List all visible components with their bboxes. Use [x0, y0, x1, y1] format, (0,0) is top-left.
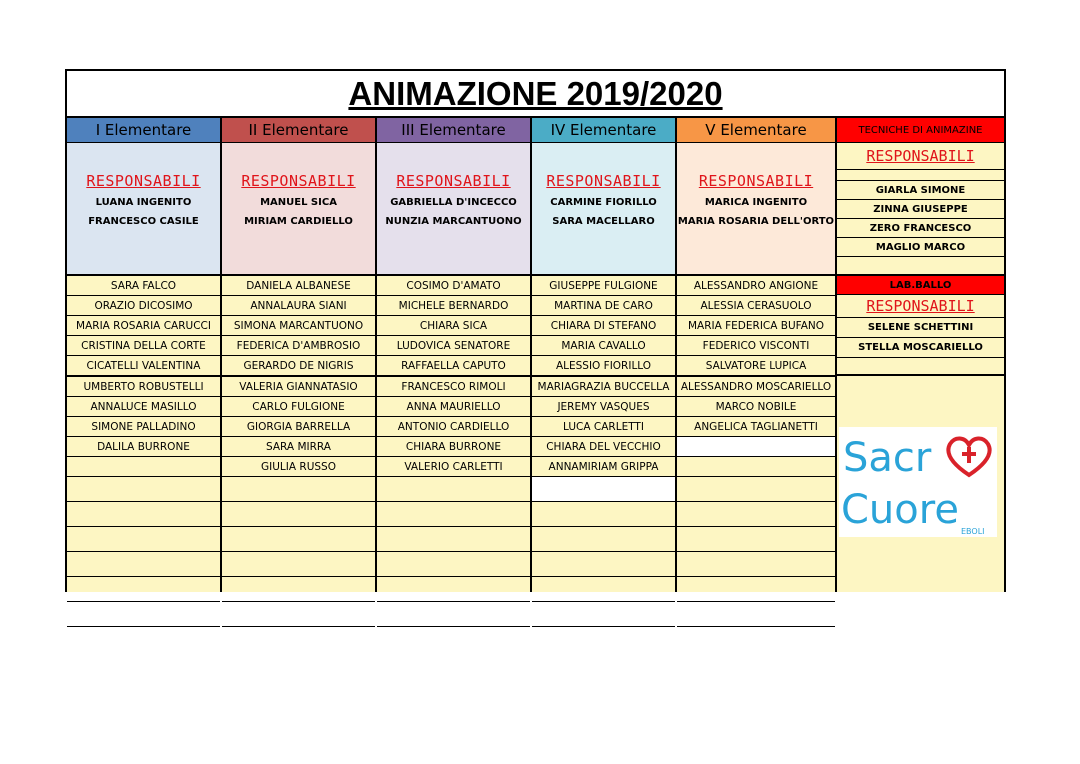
member-row: COSIMO D'AMATO: [377, 276, 530, 296]
tecniche-responsabili-label: RESPONSABILI: [837, 143, 1004, 170]
empty-row: [377, 502, 530, 527]
logo-line2: Cuore: [841, 487, 959, 533]
responsabile-name: MIRIAM CARDIELLO: [244, 216, 353, 227]
empty-row: [677, 577, 835, 602]
responsabile-name: FRANCESCO CASILE: [88, 216, 199, 227]
responsabili-label: RESPONSABILI: [396, 172, 511, 190]
member-row: MARIA FEDERICA BUFANO: [677, 316, 835, 336]
member-row: CICATELLI VALENTINA: [67, 356, 220, 377]
empty-row: [532, 502, 675, 527]
members-list: [532, 276, 677, 592]
heart-icon: [948, 438, 989, 475]
member-row: MICHELE BERNARDO: [377, 296, 530, 316]
member-row: SIMONE PALLADINO: [67, 417, 220, 437]
column-header: I Elementare: [67, 118, 222, 143]
member-row: CHIARA DEL VECCHIO: [532, 437, 675, 457]
member-row: ANGELICA TAGLIANETTI: [677, 417, 835, 437]
member-row: ANNALUCE MASILLO: [67, 397, 220, 417]
schedule-sheet: [65, 69, 1006, 592]
member-row: JEREMY VASQUES: [532, 397, 675, 417]
responsabili-box: [532, 143, 677, 276]
members-list: [222, 276, 377, 592]
column-header: III Elementare: [377, 118, 532, 143]
member-row: GIULIA RUSSO: [222, 457, 375, 477]
empty-row: [377, 527, 530, 552]
empty-row: [67, 502, 220, 527]
member-row: DALILA BURRONE: [67, 437, 220, 457]
member-row: FEDERICO VISCONTI: [677, 336, 835, 356]
member-row: SALVATORE LUPICA: [677, 356, 835, 377]
member-row: LUCA CARLETTI: [532, 417, 675, 437]
empty-row: [532, 602, 675, 627]
lab-ballo-responsabile: STELLA MOSCARIELLO: [837, 338, 1004, 358]
member-row: CARLO FULGIONE: [222, 397, 375, 417]
empty-row: [222, 477, 375, 502]
column-header: II Elementare: [222, 118, 377, 143]
empty-row: [222, 602, 375, 627]
responsabile-name: MANUEL SICA: [260, 197, 337, 208]
lab-ballo-header: LAB.BALLO: [837, 276, 1004, 295]
lab-ballo-box: [837, 276, 1004, 376]
member-row: ALESSIA CERASUOLO: [677, 296, 835, 316]
empty-row: [532, 477, 675, 502]
empty-row: [67, 457, 220, 477]
lab-ballo-responsabili-label: RESPONSABILI: [837, 295, 1004, 318]
column-header: V Elementare: [677, 118, 837, 143]
empty-row: [677, 602, 835, 627]
member-row: SIMONA MARCANTUONO: [222, 316, 375, 336]
member-row: MARIA CAVALLO: [532, 336, 675, 356]
logo-graphic: [839, 427, 997, 537]
empty-row: [677, 527, 835, 552]
spacer: [837, 170, 1004, 181]
responsabili-box: [67, 143, 222, 276]
member-row: MARCO NOBILE: [677, 397, 835, 417]
member-row: ORAZIO DICOSIMO: [67, 296, 220, 316]
tecniche-box: [837, 143, 1004, 276]
member-row: UMBERTO ROBUSTELLI: [67, 377, 220, 397]
empty-row: [532, 577, 675, 602]
member-row: CHIARA BURRONE: [377, 437, 530, 457]
responsabile-name: LUANA INGENITO: [95, 197, 192, 208]
member-row: GERARDO DE NIGRIS: [222, 356, 375, 377]
column-header: IV Elementare: [532, 118, 677, 143]
responsabili-label: RESPONSABILI: [86, 172, 201, 190]
member-row: ANNALAURA SIANI: [222, 296, 375, 316]
lab-ballo-responsabile: SELENE SCHETTINI: [837, 318, 1004, 338]
tecniche-responsabile: GIARLA SIMONE: [837, 181, 1004, 200]
tecniche-responsabile: MAGLIO MARCO: [837, 238, 1004, 257]
members-list: [677, 276, 837, 592]
empty-row: [377, 577, 530, 602]
member-row: RAFFAELLA CAPUTO: [377, 356, 530, 377]
sacro-cuore-logo: [839, 427, 997, 537]
logo-sub: EBOLI: [961, 527, 985, 536]
empty-row: [532, 552, 675, 577]
member-row: GIORGIA BARRELLA: [222, 417, 375, 437]
member-row: LUDOVICA SENATORE: [377, 336, 530, 356]
member-row: DANIELA ALBANESE: [222, 276, 375, 296]
member-row: ANNAMIRIAM GRIPPA: [532, 457, 675, 477]
member-row: FEDERICA D'AMBROSIO: [222, 336, 375, 356]
responsabili-label: RESPONSABILI: [546, 172, 661, 190]
members-list: [67, 276, 222, 592]
member-row: MARIAGRAZIA BUCCELLA: [532, 377, 675, 397]
empty-row: [222, 502, 375, 527]
empty-row: [67, 577, 220, 602]
empty-row: [222, 577, 375, 602]
responsabile-name: GABRIELLA D'INCECCO: [390, 197, 517, 208]
empty-row: [532, 527, 675, 552]
empty-row: [377, 602, 530, 627]
member-row: CHIARA DI STEFANO: [532, 316, 675, 336]
column-header-tecniche: TECNICHE DI ANIMAZINE: [837, 118, 1004, 143]
empty-row: [677, 552, 835, 577]
tecniche-responsabile: ZINNA GIUSEPPE: [837, 200, 1004, 219]
page-title: ANIMAZIONE 2019/2020: [67, 71, 1004, 118]
empty-row: [377, 552, 530, 577]
member-row: ALESSANDRO ANGIONE: [677, 276, 835, 296]
member-row: MARTINA DE CARO: [532, 296, 675, 316]
empty-row: [677, 502, 835, 527]
responsabili-box: [377, 143, 532, 276]
responsabile-name: MARIA ROSARIA DELL'ORTO: [677, 216, 835, 227]
responsabile-name: MARICA INGENITO: [704, 197, 808, 208]
member-row: ANTONIO CARDIELLO: [377, 417, 530, 437]
responsabile-name: CARMINE FIORILLO: [550, 197, 657, 208]
member-row: CHIARA SICA: [377, 316, 530, 336]
responsabili-box: [222, 143, 377, 276]
responsabili-label: RESPONSABILI: [698, 172, 814, 190]
empty-row: [67, 527, 220, 552]
empty-row: [222, 527, 375, 552]
member-row: ALESSANDRO MOSCARIELLO: [677, 377, 835, 397]
empty-row: [67, 477, 220, 502]
member-row: MARIA ROSARIA CARUCCI: [67, 316, 220, 336]
tecniche-responsabile: ZERO FRANCESCO: [837, 219, 1004, 238]
empty-row: [677, 477, 835, 502]
member-row: GIUSEPPE FULGIONE: [532, 276, 675, 296]
member-row: CRISTINA DELLA CORTE: [67, 336, 220, 356]
logo-line1: Sacr: [843, 435, 932, 481]
responsabili-label: RESPONSABILI: [241, 172, 356, 190]
empty-row: [222, 552, 375, 577]
responsabile-name: SARA MACELLARO: [552, 216, 655, 227]
member-row: SARA FALCO: [67, 276, 220, 296]
empty-row: [67, 552, 220, 577]
member-row: VALERIO CARLETTI: [377, 457, 530, 477]
empty-row: [67, 602, 220, 627]
member-row: VALERIA GIANNATASIO: [222, 377, 375, 397]
members-list: [377, 276, 532, 592]
member-row: SARA MIRRA: [222, 437, 375, 457]
member-row: ALESSIO FIORILLO: [532, 356, 675, 377]
member-row: ANNA MAURIELLO: [377, 397, 530, 417]
responsabile-name: NUNZIA MARCANTUONO: [385, 216, 522, 227]
empty-row: [677, 437, 835, 457]
member-row: FRANCESCO RIMOLI: [377, 377, 530, 397]
empty-row: [677, 457, 835, 477]
responsabili-box: [677, 143, 837, 276]
empty-row: [377, 477, 530, 502]
